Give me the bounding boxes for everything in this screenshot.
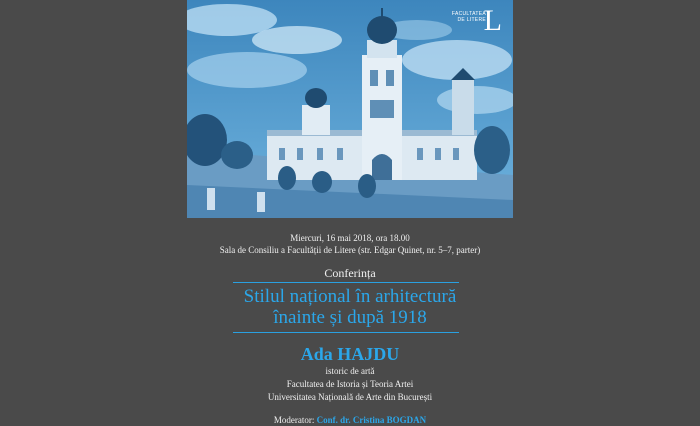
moderator-line bbox=[0, 415, 700, 425]
logo-letter: L bbox=[483, 4, 502, 37]
moderator-name: Conf. dr. Cristina BOGDAN bbox=[316, 415, 427, 425]
faculty-logo bbox=[448, 6, 504, 40]
event-venue: Sala de Consiliu a Facultății de Litere (str. Edgar Quinet, nr. 5–7, parter) bbox=[219, 245, 481, 255]
speaker-name: Ada HAJDU bbox=[300, 344, 400, 364]
event-title-line1: Stilul național în arhitectură bbox=[243, 286, 457, 307]
event-title-line2: înainte și după 1918 bbox=[273, 307, 427, 328]
speaker-role: istoric de artă bbox=[325, 366, 375, 376]
logo-text: FACULTATEA DE LITERE bbox=[451, 11, 486, 23]
speaker-university: Universitatea Națională de Arte din București bbox=[267, 392, 433, 402]
divider-bottom bbox=[233, 332, 459, 333]
moderator-label: Moderator: bbox=[273, 415, 315, 425]
divider-top bbox=[233, 282, 459, 283]
speaker-faculty: Facultatea de Istoria și Teoria Artei bbox=[286, 379, 414, 389]
event-type: Conferința bbox=[324, 266, 376, 280]
event-date: Miercuri, 16 mai 2018, ora 18.00 bbox=[290, 233, 410, 243]
